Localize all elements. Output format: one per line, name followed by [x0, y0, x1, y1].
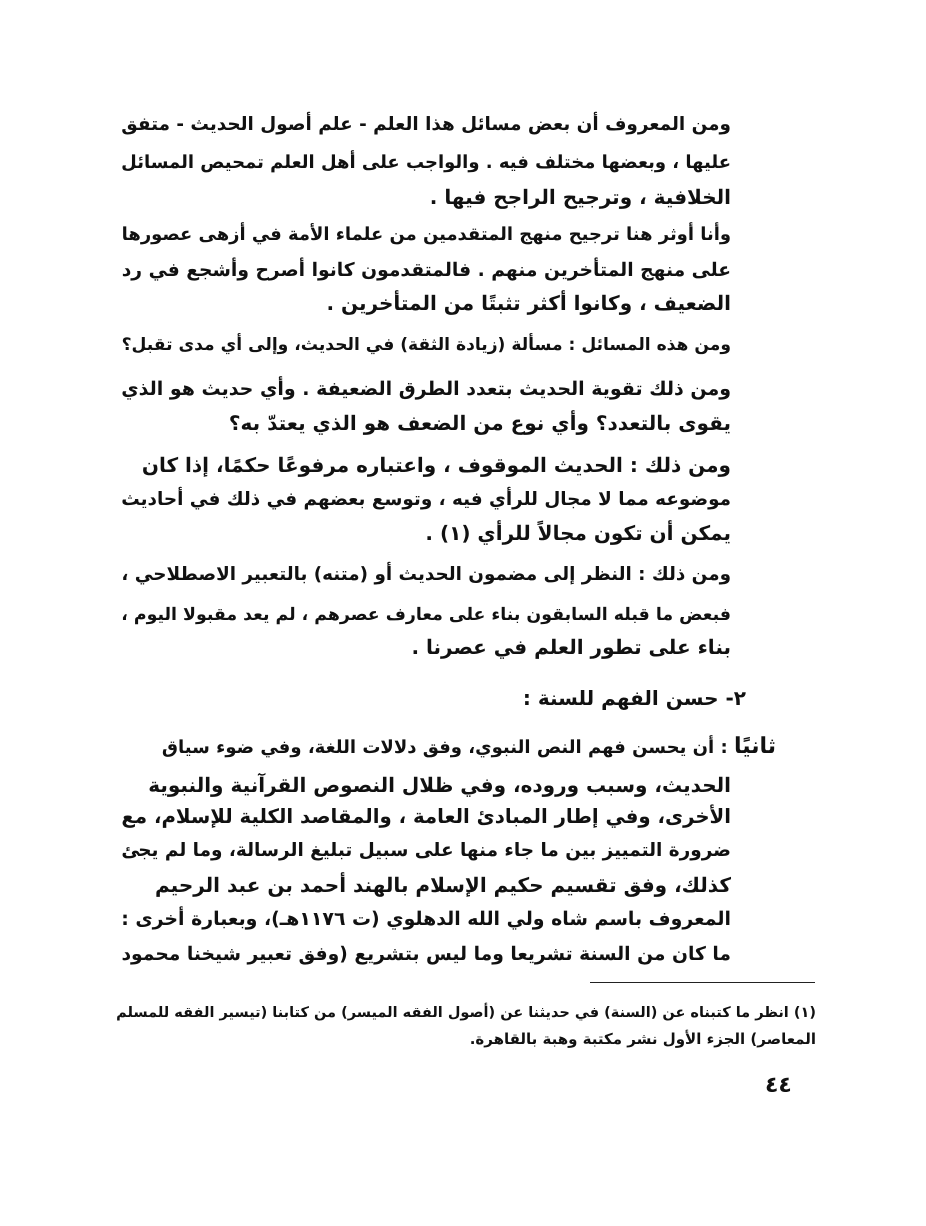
text-line: ومن ذلك تقوية الحديث بتعدد الطرق الضعيفة . وأي حديث هو الذي: [121, 378, 731, 400]
text-line: ضرورة التمييز بين ما جاء منها على سبيل تبليغ الرسالة، وما لم يجئ: [121, 840, 731, 861]
text-line: ومن ذلك : النظر إلى مضمون الحديث أو (متنه) بالتعبير الاصطلاحي ،: [121, 564, 731, 585]
lead-line-text: : أن يحسن فهم النص النبوي، وفق دلالات اللغة، وفي ضوء سياق: [161, 737, 728, 758]
text-line: كذلك، وفق تقسيم حكيم الإسلام بالهند أحمد بن عبد الرحيم: [154, 873, 731, 897]
text-line: الحديث، وسبب وروده، وفي ظلال النصوص القرآنية والنبوية: [148, 773, 731, 797]
text-line-lead: [162, 730, 776, 765]
text-line: ومن هذه المسائل : مسألة (زيادة الثقة) في الحديث، وإلى أي مدى تقبل؟: [121, 335, 731, 355]
text-line: بناء على تطور العلم في عصرنا .: [411, 635, 731, 659]
text-line: على منهج المتأخرين منهم . فالمتقدمون كانوا أصرح وأشجع في رد: [121, 260, 731, 281]
text-line: عليها ، وبعضها مختلف فيه . والواجب على أهل العلم تمحيص المسائل: [121, 152, 731, 173]
lead-word: ثانيًا: [733, 734, 776, 759]
text-line: وأنا أوثر هنا ترجيح منهج المتقدمين من علماء الأمة في أزهى عصورها: [121, 224, 731, 245]
footnote-separator: [590, 982, 815, 983]
text-line: الخلافية ، وترجيح الراجح فيها .: [429, 185, 731, 209]
page-number: ٤٤: [765, 1073, 792, 1098]
text-line: موضوعه مما لا مجال للرأي فيه ، وتوسع بعضهم في ذلك في أحاديث: [121, 489, 731, 510]
text-line: ومن المعروف أن بعض مسائل هذا العلم - علم أصول الحديث - متفق: [121, 114, 731, 135]
text-line: ومن ذلك : الحديث الموقوف ، واعتباره مرفوعًا حكمًا، إذا كان: [141, 453, 731, 477]
footnote-line: (١) انظر ما كتبناه عن (السنة) في حديثنا عن (أصول الفقه الميسر) من كتابنا (تيسير الفقه للمسلم: [116, 1005, 816, 1021]
text-line: فبعض ما قبله السابقون بناء على معارف عصرهم ، لم يعد مقبولا اليوم ،: [121, 605, 731, 625]
section-heading: ٢- حسن الفهم للسنة :: [522, 686, 746, 710]
text-line: يمكن أن تكون مجالاً للرأي (١) .: [425, 521, 731, 545]
footnote-line: المعاصر) الجزء الأول نشر مكتبة وهبة بالقاهرة.: [469, 1030, 816, 1048]
text-line: الأخرى، وفي إطار المبادئ العامة ، والمقاصد الكلية للإسلام، مع: [121, 805, 731, 828]
text-line: يقوى بالتعدد؟ وأي نوع من الضعف هو الذي يعتدّ به؟: [228, 411, 731, 435]
text-line: ما كان من السنة تشريعا وما ليس بتشريع (وفق تعبير شيخنا محمود: [121, 944, 731, 965]
text-line: المعروف باسم شاه ولي الله الدهلوي (ت ١١٧٦هـ)، وبعبارة أخرى :: [121, 908, 731, 930]
text-line: الضعيف ، وكانوا أكثر تثبتًا من المتأخرين .: [326, 291, 731, 315]
